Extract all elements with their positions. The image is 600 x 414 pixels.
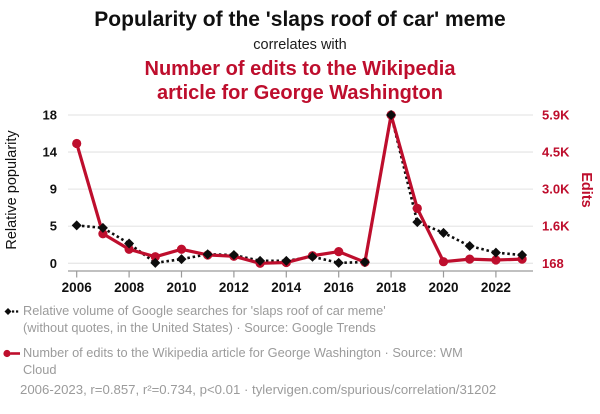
left-axis-tick: 0	[49, 255, 57, 271]
left-axis-tick: 9	[49, 181, 57, 197]
chart-subtitle-line-1: Number of edits to the Wikipedia	[144, 58, 456, 80]
x-axis-tick: 2012	[218, 280, 249, 295]
legend-item-wiki-edits	[3, 345, 597, 378]
x-axis-tick: 2018	[376, 280, 407, 295]
legend-label-wiki-edits: Number of edits to the Wikipedia article for George Washington · Source: WM Cloud	[23, 345, 463, 377]
right-axis-tick: 1.6K	[542, 218, 570, 234]
x-axis-tick: 2010	[166, 280, 197, 295]
gridlines	[68, 115, 533, 263]
right-axis-tick: 3.0K	[542, 181, 570, 197]
correlates-with-label: correlates with	[253, 37, 347, 53]
left-axis-tick: 14	[42, 144, 57, 160]
chart-header	[0, 0, 600, 105]
series-line-wiki-edits	[77, 115, 522, 263]
chart-title: Popularity of the 'slaps roof of car' meme	[94, 8, 506, 31]
x-axis-tick: 2008	[114, 280, 145, 295]
left-axis-title: Relative popularity	[4, 130, 20, 250]
x-axis-tick: 2006	[61, 280, 92, 295]
legend-item-meme-searches	[3, 303, 597, 336]
footer-stats: 2006-2023, r=0.857, r²=0.734, p<0.01 · tylervigen.com/spurious/correlation/31202	[20, 382, 497, 397]
x-axis-tick: 2020	[428, 280, 459, 295]
left-axis-tick: 5	[49, 218, 57, 234]
series-line-meme-searches	[77, 115, 522, 263]
x-axis-tick: 2014	[271, 280, 302, 295]
series-markers-wiki-edits	[72, 110, 527, 268]
x-axis-tick: 2016	[323, 280, 354, 295]
red-circle-solid-icon	[3, 348, 20, 359]
series-markers-meme-searches	[72, 110, 527, 268]
right-axis-tick: 168	[542, 255, 564, 271]
right-axis-tick: 4.5K	[542, 144, 570, 160]
x-axis-tick: 2022	[480, 280, 511, 295]
legend-label-meme-searches: Relative volume of Google searches for 'slaps roof of car meme' (without quotes, in the United States) · Source: Google Trends	[23, 303, 386, 335]
right-axis-title: Edits	[578, 172, 594, 208]
chart-subtitle	[0, 57, 600, 105]
x-axis	[62, 271, 533, 295]
black-diamond-dashed-icon	[3, 306, 20, 317]
left-axis-tick: 18	[42, 107, 57, 123]
chart-legend	[3, 303, 597, 387]
right-axis-tick: 5.9K	[542, 107, 570, 123]
chart-subtitle-line-2: article for George Washington	[157, 82, 443, 104]
